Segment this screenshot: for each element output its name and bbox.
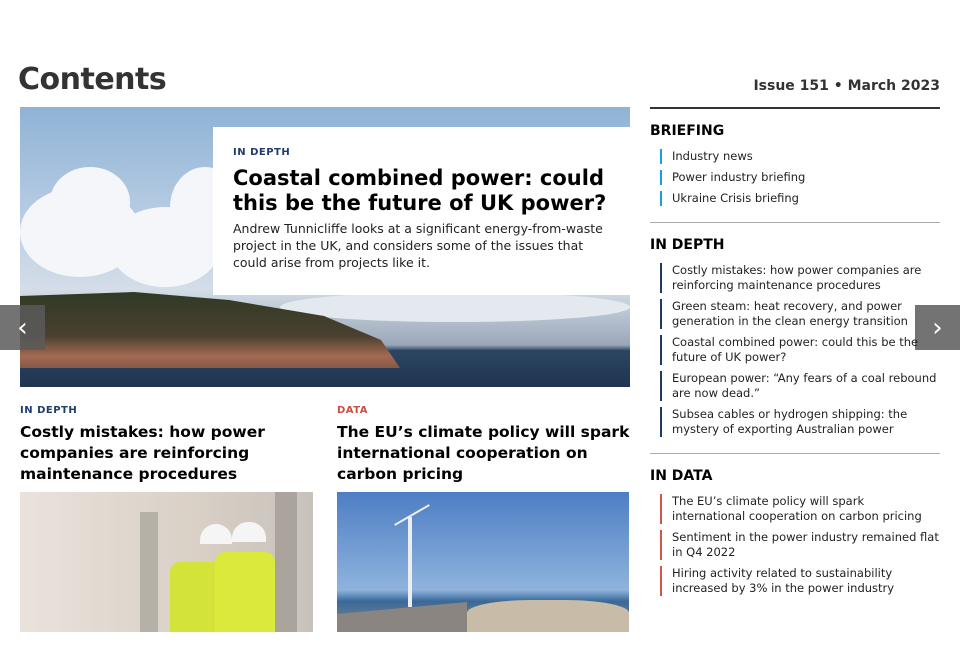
section-briefing	[650, 109, 940, 223]
sidebar-link[interactable]: European power: “Any fears of a coal rebound are now dead.”	[660, 371, 940, 401]
sidebar-contents	[650, 107, 943, 612]
sidebar-link[interactable]: Power industry briefing	[660, 170, 940, 185]
hero-headline[interactable]: Coastal combined power: could this be the future of UK power?	[233, 166, 607, 215]
hero-summary: Andrew Tunnicliffe looks at a significant energy-from-waste project in the UK, and considers some of the issues that could arise from projects like it.	[233, 221, 603, 270]
article-card[interactable]	[20, 405, 315, 632]
article-headline[interactable]: The EU’s climate policy will spark international cooperation on carbon pricing	[337, 423, 630, 483]
sidebar-link[interactable]: Ukraine Crisis briefing	[660, 191, 940, 206]
sidebar-link[interactable]: Industry news	[660, 149, 940, 164]
section-heading: IN DEPTH	[650, 237, 725, 253]
chevron-right-icon: ›	[932, 312, 943, 343]
sidebar-link[interactable]: Green steam: heat recovery, and power generation in the clean energy transition	[660, 299, 940, 329]
hero-card[interactable]	[213, 127, 630, 295]
article-kicker: DATA	[337, 405, 369, 416]
section-heading: IN DATA	[650, 468, 713, 484]
carousel-prev-button[interactable]	[0, 305, 45, 350]
hero-kicker: IN DEPTH	[233, 147, 291, 158]
sidebar-link[interactable]: Hiring activity related to sustainability increased by 3% in the power industry	[660, 566, 940, 596]
article-headline[interactable]: Costly mistakes: how power companies are reinforcing maintenance procedures	[20, 423, 265, 483]
article-image-wind-turbine[interactable]	[337, 492, 629, 632]
sidebar-link[interactable]: Coastal combined power: could this be the future of UK power?	[660, 335, 940, 365]
article-image-engineers[interactable]	[20, 492, 313, 632]
sidebar-link[interactable]: Subsea cables or hydrogen shipping: the mystery of exporting Australian power	[660, 407, 940, 437]
page-title: Contents	[18, 62, 167, 97]
sidebar-link[interactable]: Sentiment in the power industry remained flat in Q4 2022	[660, 530, 940, 560]
section-in-depth	[650, 223, 943, 454]
sidebar-link[interactable]: Costly mistakes: how power companies are reinforcing maintenance procedures	[660, 263, 940, 293]
chevron-left-icon: ‹	[17, 312, 28, 343]
section-in-data	[650, 454, 940, 612]
article-kicker: IN DEPTH	[20, 405, 78, 416]
article-card[interactable]	[337, 405, 632, 632]
sidebar-link[interactable]: The EU’s climate policy will spark international cooperation on carbon pricing	[660, 494, 940, 524]
issue-label: Issue 151 • March 2023	[753, 78, 940, 94]
section-heading: BRIEFING	[650, 123, 725, 139]
